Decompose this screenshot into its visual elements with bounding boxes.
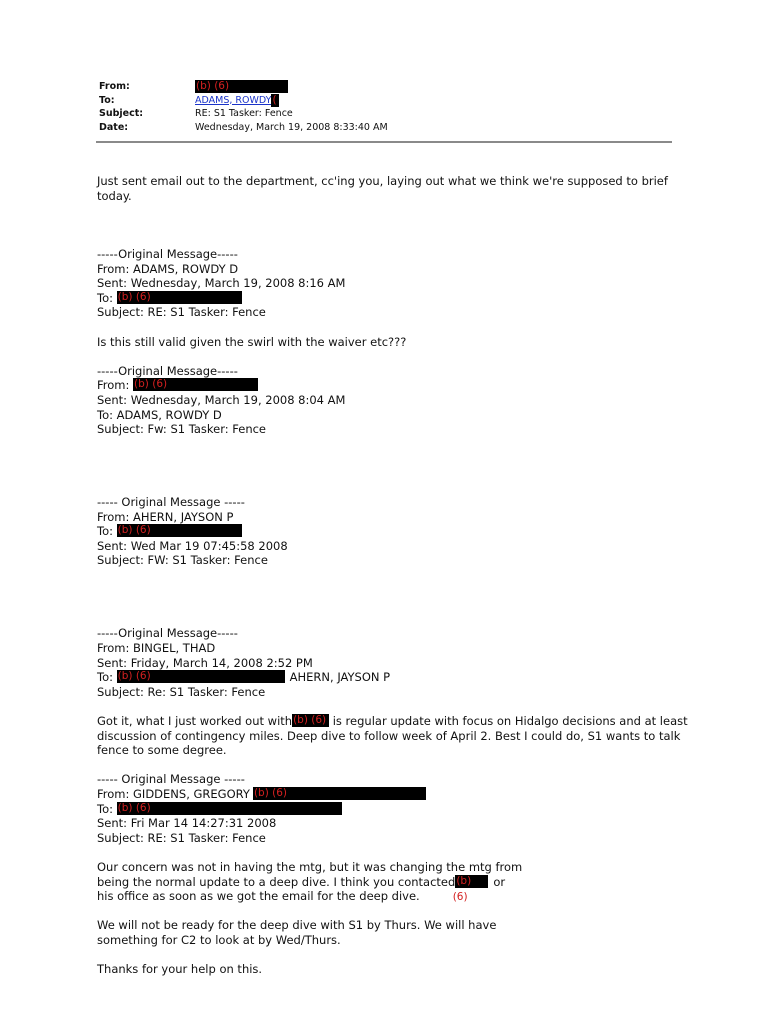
- msg5-thanks: Thanks for your help on this.: [97, 962, 263, 977]
- msg5-p1-2a: being the normal update to a deep dive. I think you contacted: [97, 874, 456, 889]
- date-label: Date:: [99, 121, 129, 133]
- msg5-p1-line-1: Our concern was not in having the mtg, but it was changing the mtg from: [97, 859, 523, 874]
- subject-row: [99, 107, 388, 121]
- subject-label: Subject:: [99, 108, 144, 119]
- msg5-p1-2b: or: [493, 874, 506, 889]
- msg4-subject: Subject: Re: S1 Tasker: Fence: [97, 684, 266, 699]
- msg4-body-line-2: discussion of contingency miles. Deep dive to follow week of April 2. Best I could do, S1 wants to talk: [97, 728, 681, 743]
- msg1-to: [97, 291, 697, 306]
- email-header: [99, 80, 388, 134]
- msg5-from-prefix: From: GIDDENS, GREGORY: [97, 786, 250, 801]
- msg4-body-1a: Got it, what I just worked out with: [97, 713, 293, 728]
- msg2-to: To: ADAMS, ROWDY D: [97, 407, 222, 422]
- msg4-body-1b: is regular update with focus on Hidalgo decisions and at least: [329, 713, 688, 728]
- msg3-separator: ----- Original Message -----: [97, 495, 245, 510]
- msg4-body-redaction: (b) (6): [292, 714, 329, 727]
- msg1-subject: Subject: RE: S1 Tasker: Fence: [97, 305, 266, 320]
- msg5-p1-redaction: (b): [455, 875, 488, 888]
- msg4-to-prefix: To:: [97, 670, 117, 685]
- date-value: Wednesday, March 19, 2008 8:33:40 AM: [195, 121, 388, 133]
- msg5-p2-line-1: We will not be ready for the deep dive with S1 by Thurs. We will have: [97, 918, 497, 933]
- msg5-from-redaction: (b) (6): [253, 787, 426, 800]
- msg3-subject: Subject: FW: S1 Tasker: Fence: [97, 553, 268, 568]
- date-row: [99, 121, 388, 135]
- msg3-to-prefix: To:: [97, 524, 117, 539]
- msg5-to-prefix: To:: [97, 801, 117, 816]
- msg4-body-line-1: [97, 714, 697, 729]
- msg2-sent: Sent: Wednesday, March 19, 2008 8:04 AM: [97, 392, 346, 407]
- msg1-separator: -----Original Message-----: [97, 246, 238, 261]
- msg4-to-suffix: AHERN, JAYSON P: [289, 670, 391, 685]
- msg1-to-prefix: To:: [97, 290, 117, 305]
- to-label: To:: [99, 94, 115, 106]
- intro-line-2: today.: [97, 188, 132, 203]
- msg5-to-redaction: (b) (6): [117, 802, 342, 815]
- msg3-sent: Sent: Wed Mar 19 07:45:58 2008: [97, 538, 288, 553]
- to-link[interactable]: ADAMS, ROWDY: [195, 94, 272, 106]
- msg2-from-prefix: From:: [97, 378, 134, 393]
- msg5-separator: ----- Original Message -----: [97, 772, 245, 787]
- msg3-from: From: AHERN, JAYSON P: [97, 509, 234, 524]
- msg1-sent: Sent: Wednesday, March 19, 2008 8:16 AM: [97, 276, 346, 291]
- msg5-p1-3: his office as soon as we got the email for the deep dive.: [97, 889, 420, 904]
- to-redaction: (: [271, 94, 279, 107]
- msg5-p1-line-3: [97, 889, 697, 904]
- msg4-to-redaction: (b) (6): [117, 670, 285, 683]
- msg5-subject: Subject: RE: S1 Tasker: Fence: [97, 830, 266, 845]
- msg4-body-line-3: fence to some degree.: [97, 743, 227, 758]
- from-row: [99, 80, 388, 94]
- msg3-to: [97, 524, 697, 539]
- msg1-from: From: ADAMS, ROWDY D: [97, 261, 239, 276]
- header-divider: [96, 141, 672, 143]
- subject-value: RE: S1 Tasker: Fence: [195, 108, 293, 119]
- email-body: [97, 174, 697, 977]
- msg4-from: From: BINGEL, THAD: [97, 641, 216, 655]
- msg2-from: [97, 378, 697, 393]
- from-label: From:: [99, 81, 130, 92]
- msg2-subject: Subject: Fw: S1 Tasker: Fence: [97, 422, 267, 437]
- msg5-p2-line-2: something for C2 to look at by Wed/Thurs.: [97, 932, 341, 947]
- msg4-separator: -----Original Message-----: [97, 626, 238, 641]
- msg2-from-redaction: (b) (6): [133, 378, 258, 391]
- msg4-to: [97, 670, 697, 685]
- msg5-to: [97, 802, 697, 817]
- msg5-sent: Sent: Fri Mar 14 14:27:31 2008: [97, 816, 277, 831]
- msg5-p1-3-red: (6): [452, 891, 468, 904]
- msg3-to-redaction: (b) (6): [117, 524, 242, 537]
- intro-line-1: Just sent email out to the department, cc'ing you, laying out what we think we're supposed to brief: [97, 174, 668, 188]
- msg5-p1-line-2: [97, 875, 697, 890]
- to-row: [99, 94, 388, 108]
- from-redaction: (b) (6): [195, 80, 288, 93]
- msg2-separator: -----Original Message-----: [97, 363, 238, 378]
- msg1-body: Is this still valid given the swirl with the waiver etc???: [97, 334, 407, 349]
- msg4-sent: Sent: Friday, March 14, 2008 2:52 PM: [97, 655, 313, 670]
- msg5-from: [97, 787, 697, 802]
- msg1-to-redaction: (b) (6): [117, 291, 242, 304]
